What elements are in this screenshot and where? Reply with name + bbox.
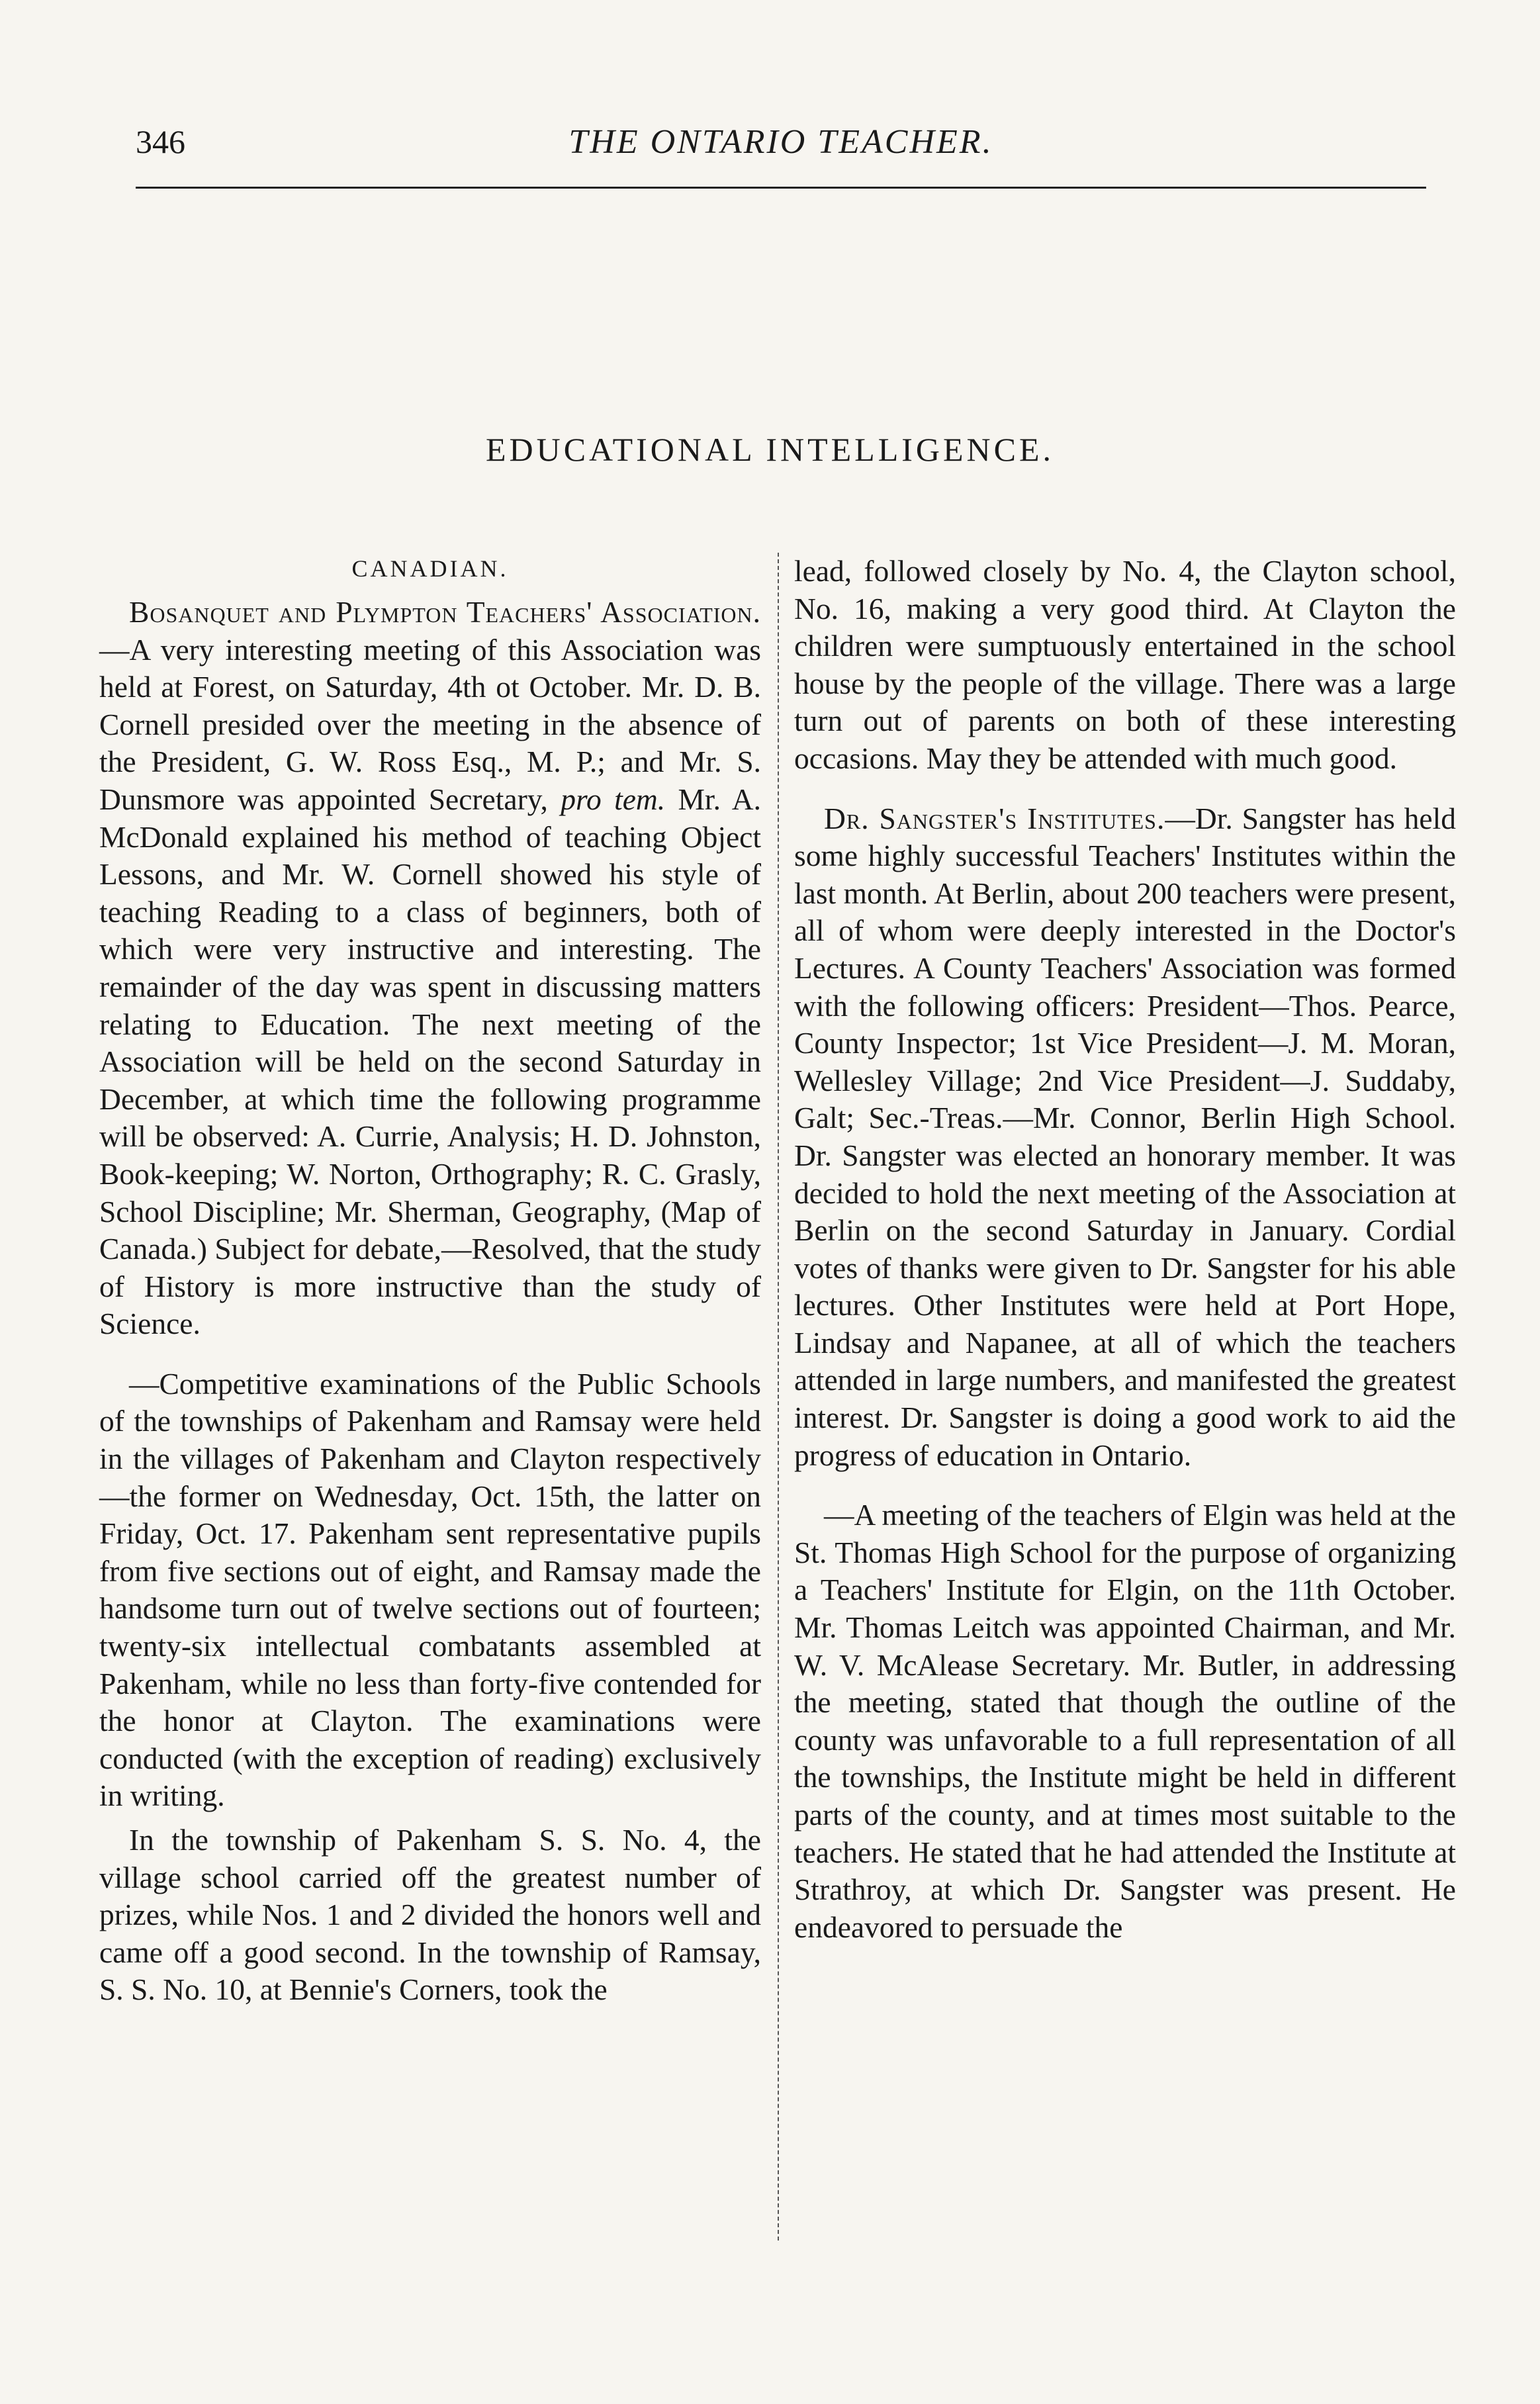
running-title: THE ONTARIO TEACHER. xyxy=(568,123,993,161)
article-text: —Dr. Sangster has held some highly successful Teachers' Institutes within the last month. At Berlin, about 200 teachers were present, all of whom were deeply interested in the Doctor's Lectures. A County Teachers' Association was formed with the following officers: President—Thos. Pearce, County Inspector; 1st Vice President—J. M. Moran, Wellesley Village; 2nd Vice President—J. Suddaby, Galt; Sec.-Treas.—Mr. Connor, Berlin High School. Dr. Sangster was elected an honorary member. It was decided to hold the next meeting of the Association at Berlin on the second Saturday in January. Cordial votes of thanks were given to Dr. Sangster for his able lectures. Other Institutes were held at Port Hope, Lindsay and Napanee, at all of which the teachers attended in large numbers, and manifested the greatest interest. Dr. Sangster is doing a good work to aid the progress of education in Ontario. xyxy=(794,801,1457,1472)
page-number: 346 xyxy=(136,123,185,160)
article-competitive-examinations: —Competitive examinations of the Public Schools of the townships of Pakenham and Ramsay were held in the villages of Pakenham and Clayton respectively—the former on Wednesday, Oct. 15th, the latter on Friday, Oct. 17. Pakenham sent representative pupils from five sections out of eight, and Ramsay made the handsome turn out of twelve sections out of fourteen; twenty-six intellectual combatants assembled at Pakenham, while no less than forty-five contended for the honor at Clayton. The examinations were conducted (with the exception of reading) exclusively in writing. xyxy=(99,1366,761,1813)
italic-phrase: pro tem. xyxy=(561,782,666,816)
article-elgin-meeting: —A meeting of the teachers of Elgin was held at the St. Thomas High School for the purpose of organizing a Teachers' Institute for Elgin, on the 11th October. Mr. Thomas Leitch was appointed Chairman, and Mr. W. V. McAlease Secretary. Mr. Butler, in addressing the meeting, stated that though the outline of the county was unfavorable to a full representation of all the townships, the Institute might be held in different parts of the county, and at times most suitable to the teachers. He stated that he had attended the Institute at Strathroy, at which Dr. Sangster was present. He endeavored to persuade the xyxy=(794,1498,1456,1944)
article-heading: Dr. Sangster's Institutes. xyxy=(824,801,1165,835)
right-column xyxy=(794,553,1456,1946)
left-column xyxy=(99,553,761,2009)
article-sangster-institutes xyxy=(794,800,1456,1475)
article-text: Mr. A. McDonald explained his method of teaching Object Lessons, and Mr. W. Cornell showed his style of teaching Reading to a class of beginners, both of which were very instructive and interesting. The remainder of the day was spent in discussing matters relating to Education. The next meeting of the Association will be held on the second Saturday in December, at which time the following programme will be observed: A. Currie, Analysis; H. D. Johnston, Book-keeping; W. Norton, Orthography; R. C. Grasly, School Discipline; Mr. Sherman, Geography, (Map of Canada.) Subject for debate,—Resolved, that the study of History is more instructive than the study of Science. xyxy=(99,782,761,1341)
article-bosanquet-plympton xyxy=(99,594,761,1343)
article-heading: Bosanquet and Plympton Teachers' Association. xyxy=(129,595,761,629)
article-continuation: lead, followed closely by No. 4, the Clayton school, No. 16, making a very good third. At Clayton the children were sumptuously entertained in the school house by the people of the village. There was a large turn out of parents on both of these interesting occasions. May they be attended with much good. xyxy=(794,554,1456,775)
subheading-canadian: CANADIAN. xyxy=(351,555,509,582)
article-text: —A very interesting meeting of this Association was held at Forest, on Saturday, 4th ot October. Mr. D. B. Cornell presided over the meeting in the absence of the President, G. W. Ross Esq., M. P.; and Mr. S. Dunsmore was appointed Secretary, xyxy=(99,632,761,816)
column-divider xyxy=(778,553,779,2241)
header-rule xyxy=(136,187,1426,189)
section-title: EDUCATIONAL INTELLIGENCE. xyxy=(485,431,1055,468)
page-header xyxy=(136,122,1426,175)
article-pakenham-results: In the township of Pakenham S. S. No. 4, the village school carried off the greatest number of prizes, while Nos. 1 and 2 divided the honors well and came off a good second. In the township of Ramsay, S. S. No. 10, at Bennie's Corners, took the xyxy=(99,1823,761,2007)
